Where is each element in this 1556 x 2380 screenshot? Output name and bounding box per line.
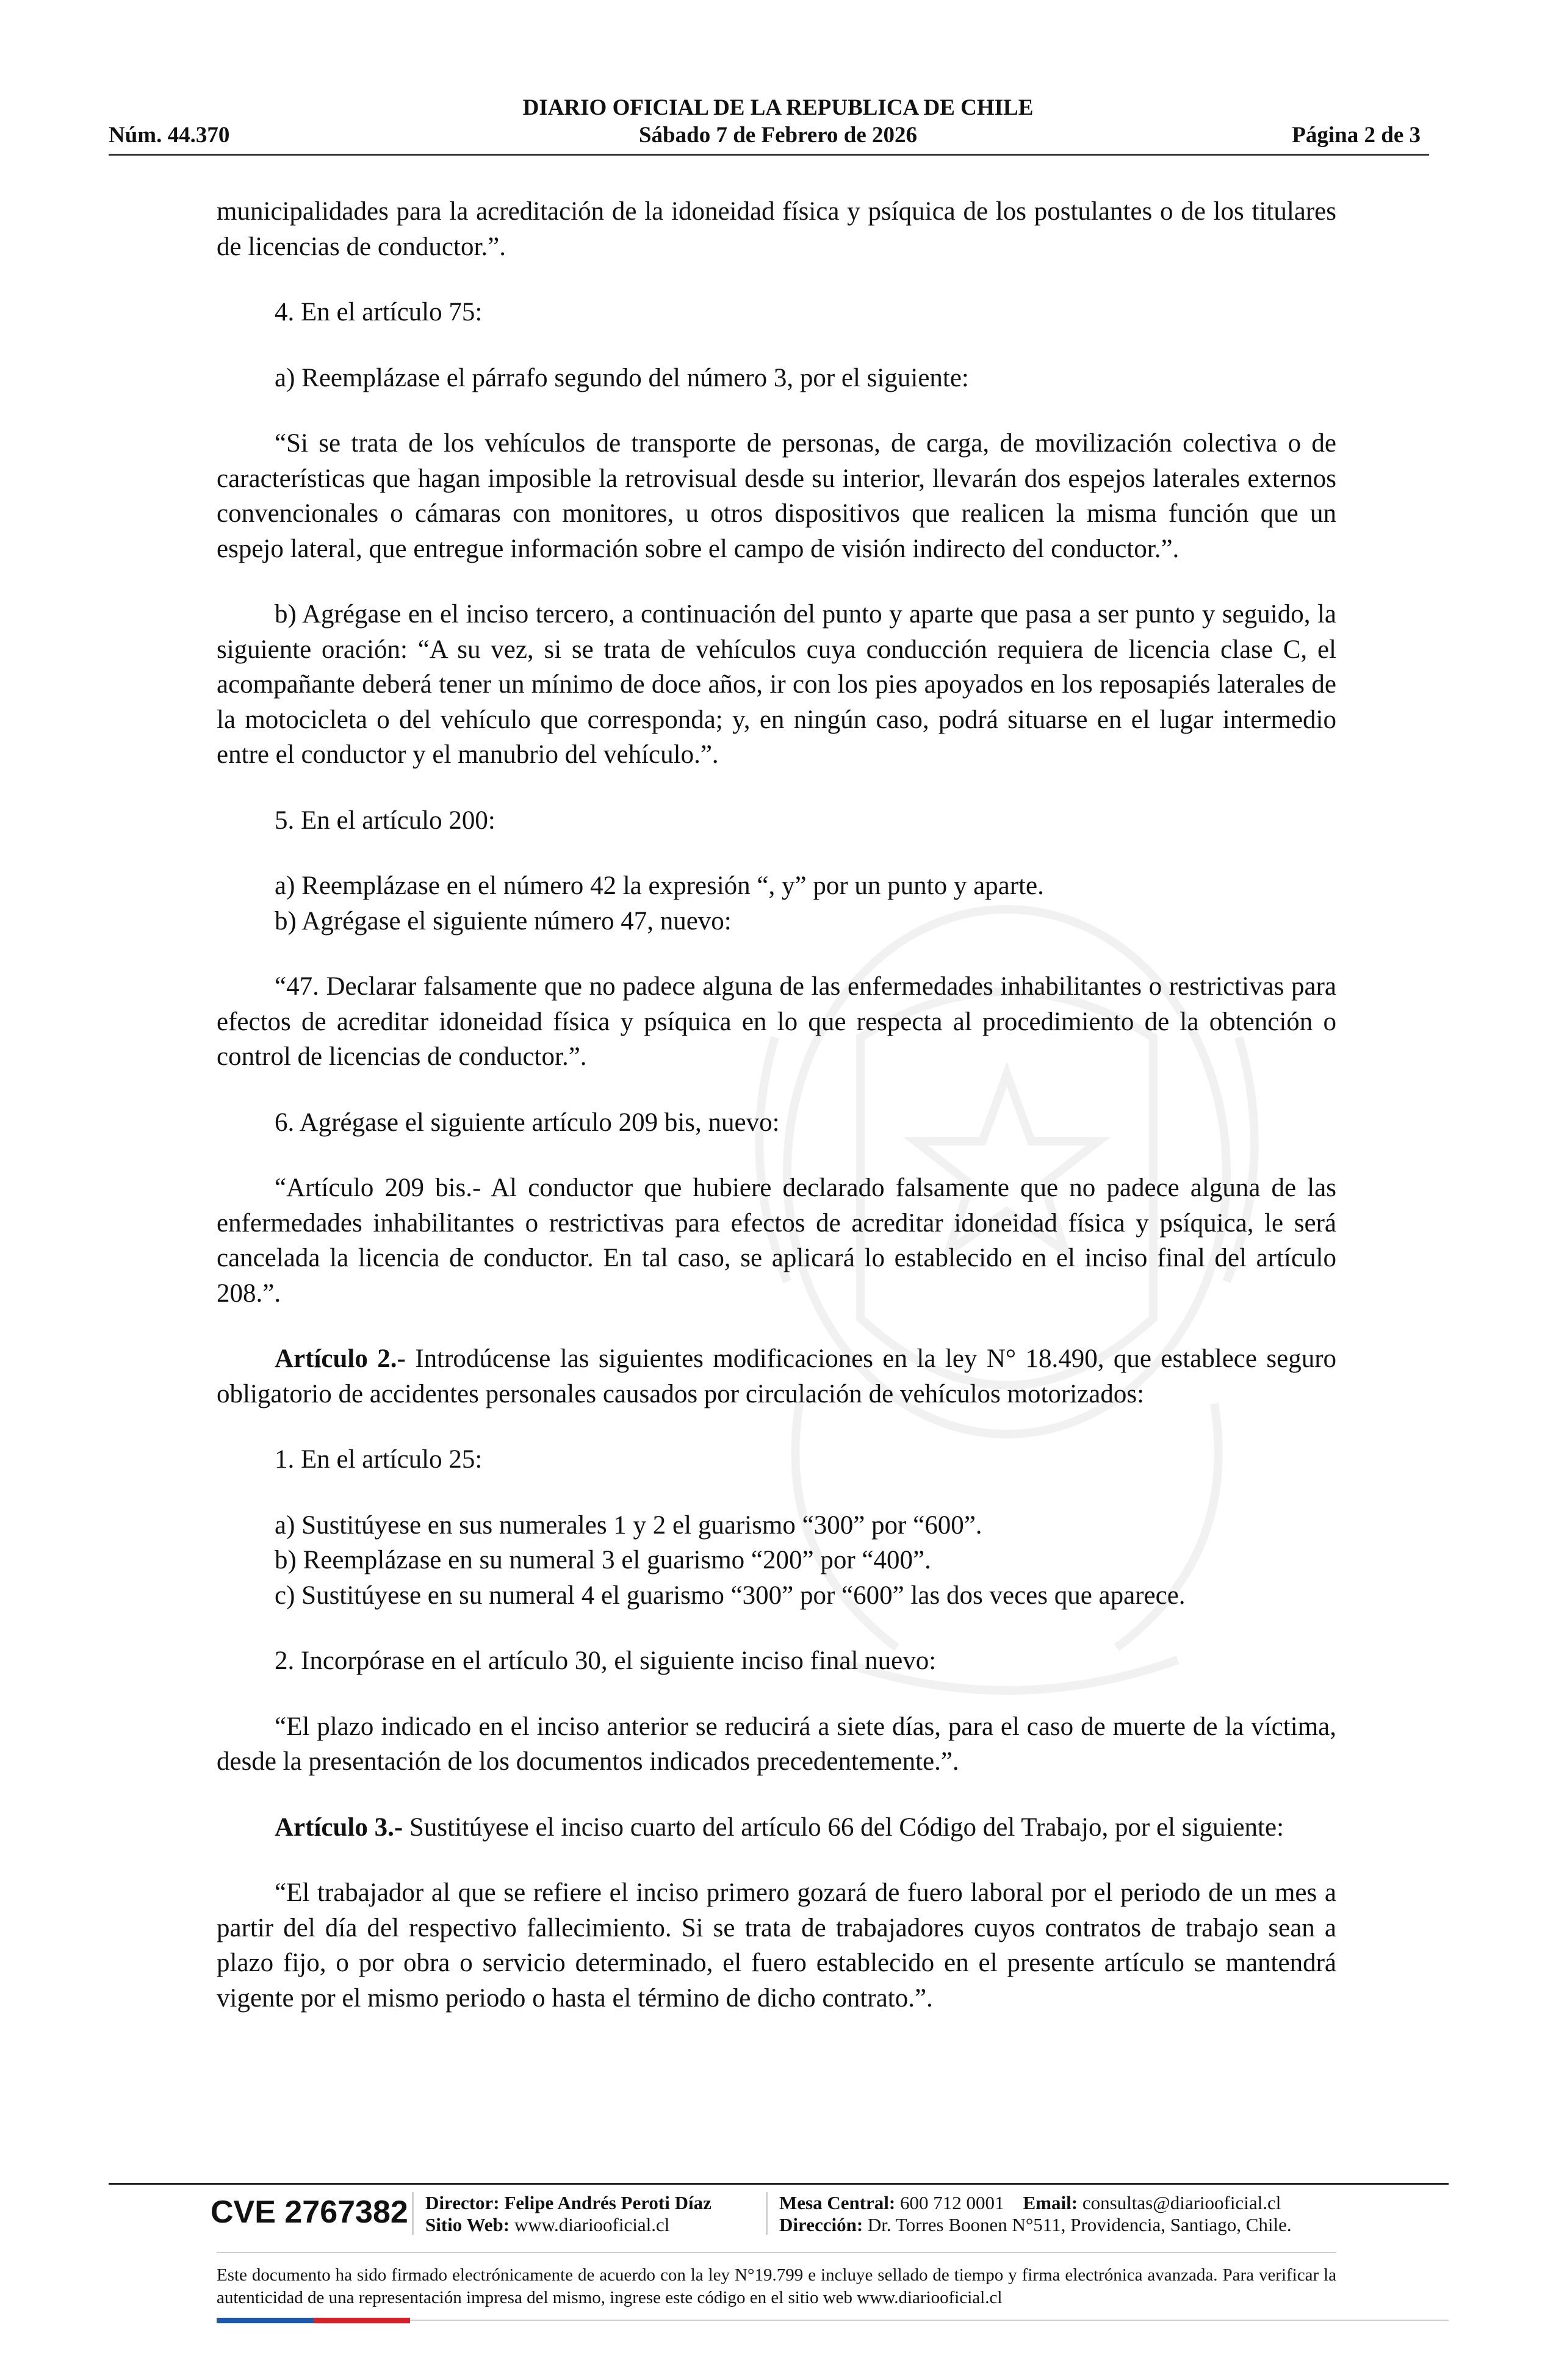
email-link[interactable]: consultas@diariooficial.cl	[1082, 2192, 1281, 2213]
paragraph: 5. En el artículo 200:	[275, 806, 495, 835]
flag-color-bar	[217, 2318, 410, 2323]
director-line	[425, 2192, 711, 2214]
paragraph: “El trabajador al que se refiere el inciso primero gozará de fuero laboral por el periodo de un mes a partir del día del respectivo fallecimiento. Si se trata de trabajadores cuyos contratos de trabajo sean a plazo fijo, o por obra o servicio determinado, el fuero establecido en el presente artículo se mantendrá vigente por el mismo periodo o hasta el término de dicho contrato.”.	[217, 1878, 1336, 2013]
address-line	[779, 2214, 1292, 2236]
paragraph: “47. Declarar falsamente que no padece alguna de las enfermedades inhabilitantes o restrictivas para efectos de acreditar idoneidad física y psíquica en lo que respecta al procedimiento de la obtención o control de licencias de conductor.”.	[217, 972, 1336, 1071]
flag-blue-segment	[217, 2318, 313, 2323]
document-body	[217, 194, 1336, 2016]
article-text: Introdúcense las siguientes modificaciones en la ley N° 18.490, que establece seguro obligatorio de accidentes personales causados por circulación de vehículos motorizados:	[217, 1344, 1337, 1408]
website-link[interactable]: www.diariooficial.cl	[514, 2214, 670, 2235]
paragraph: 6. Agrégase el siguiente artículo 209 bis, nuevo:	[275, 1108, 780, 1137]
paragraph: “Si se trata de los vehículos de transporte de personas, de carga, de movilización colectiva o de características que hagan imposible la retrovisual desde su interior, llevarán dos espejos laterales externos convencionales o cámaras con monitores, u otros dispositivos que realicen la misma función que un espejo lateral, que entregue información sobre el campo de visión indirecto del conductor.”.	[217, 429, 1336, 563]
website-label: Sitio Web:	[425, 2214, 510, 2235]
article-heading: Artículo 3.-	[275, 1812, 403, 1842]
address-text: Dr. Torres Boonen N°511, Providencia, Santiago, Chile.	[867, 2214, 1292, 2235]
flag-red-segment	[313, 2318, 410, 2323]
footer-separator	[766, 2192, 768, 2235]
footer-separator	[412, 2192, 414, 2235]
phone-number: 600 712 0001	[900, 2192, 1004, 2213]
paragraph: “Artículo 209 bis.- Al conductor que hubiere declarado falsamente que no padece alguna de las enfermedades inhabilitantes o restrictivas para efectos de acreditar idoneidad física y psíquica, le será cancelada la licencia de conductor. En tal caso, se aplicará lo establecido en el inciso final del artículo 208.”.	[217, 1174, 1336, 1308]
footer-bottom-divider	[410, 2320, 1449, 2321]
paragraph: b) Agrégase en el inciso tercero, a continuación del punto y aparte que pasa a ser punto y seguido, la siguiente oración: “A su vez, si se trata de vehículos cuya conducción requiera de licencia clase C, el acompañante deberá tener un mínimo de doce años, ir con los pies apoyados en los reposapiés laterales de la motocicleta o del vehículo que corresponda; y, en ningún caso, podrá situarse en el lugar intermedio entre el conductor y el manubrio del vehículo.”.	[217, 600, 1336, 769]
paragraph: 2. Incorpórase en el artículo 30, el siguiente inciso final nuevo:	[275, 1646, 937, 1675]
newspaper-title: DIARIO OFICIAL DE LA REPUBLICA DE CHILE	[522, 95, 1034, 120]
paragraph: municipalidades para la acreditación de la idoneidad física y psíquica de los postulantes o de los titulares de licencias de conductor.”.	[217, 197, 1336, 261]
paragraph: 1. En el artículo 25:	[275, 1445, 483, 1474]
paragraph: “El plazo indicado en el inciso anterior se reducirá a siete días, para el caso de muerte de la víctima, desde la presentación de los documentos indicados precedentemente.”.	[217, 1712, 1336, 1776]
article-heading: Artículo 2.-	[275, 1344, 406, 1373]
email-label: Email:	[1023, 2192, 1078, 2213]
issue-date: Sábado 7 de Febrero de 2026	[638, 123, 917, 148]
paragraph: 4. En el artículo 75:	[275, 298, 483, 326]
address-label: Dirección:	[779, 2214, 863, 2235]
paragraph: b) Agrégase el siguiente número 47, nuevo:	[275, 906, 732, 936]
director-label: Director:	[425, 2192, 500, 2213]
article-text: Sustitúyese el inciso cuarto del artículo 66 del Código del Trabajo, por el siguiente:	[409, 1812, 1284, 1842]
paragraph: a) Reemplázase en el número 42 la expresión “, y” por un punto y aparte.	[275, 871, 1044, 900]
paragraph: a) Sustitúyese en sus numerales 1 y 2 el guarismo “300” por “600”.	[275, 1510, 982, 1540]
paragraph: c) Sustitúyese en su numeral 4 el guarismo “300” por “600” las dos veces que aparece.	[275, 1581, 1186, 1610]
legal-notice: Este documento ha sido firmado electrónicamente de acuerdo con la ley N°19.799 e incluye sellado de tiempo y firma electrónica avanzada. Para verificar la autenticidad de una representación impresa del mismo, ingrese este código en el sitio web www.diariooficial.cl	[217, 2265, 1336, 2307]
phone-label: Mesa Central:	[779, 2192, 896, 2213]
footer-divider	[109, 2183, 1449, 2185]
footer-inner-divider	[217, 2252, 1336, 2253]
director-name: Felipe Andrés Peroti Díaz	[504, 2192, 711, 2213]
paragraph: a) Reemplázase el párrafo segundo del número 3, por el siguiente:	[275, 363, 969, 392]
issue-number: Núm. 44.370	[109, 123, 230, 148]
website-line	[425, 2214, 669, 2236]
cve-code: CVE 2767382	[211, 2194, 408, 2230]
contact-line	[779, 2192, 1281, 2214]
paragraph: b) Reemplázase en su numeral 3 el guarismo “200” por “400”.	[275, 1546, 931, 1574]
article-paragraph	[217, 1810, 1336, 1845]
page-number: Página 2 de 3	[1292, 123, 1421, 148]
article-paragraph	[217, 1341, 1336, 1412]
header-divider	[109, 154, 1429, 156]
